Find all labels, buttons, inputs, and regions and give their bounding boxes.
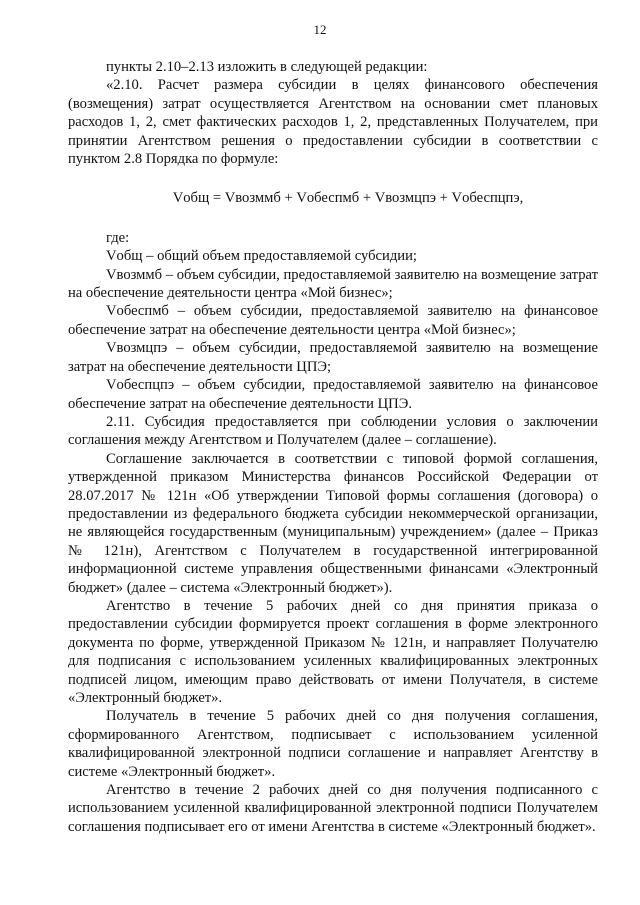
definition-v-vozm-cpe: Vвозмцпэ – объем субсидии, предоставляемой заявителю на возмещение затрат на обеспечение деятельности ЦПЭ; — [68, 340, 598, 375]
subsidy-formula: Vобщ = Vвозммб + Vобеспмб + Vвозмцпэ + Vобеспцпэ, — [172, 190, 524, 207]
agency-5-days-paragraph: Агентство в течение 5 рабочих дней со дня принятия приказа о предоставлении субсидии формируется проект соглашения в форме электронного документа по форме, утвержденной Приказом № 121н, и направляет Получателю для подписания с использованием усиленных квалифицированных электронных подписей лицом, имеющим право действовать от имени Получателя, в системе «Электронный бюджет». — [68, 597, 598, 706]
agency-2-days-paragraph: Агентство в течение 2 рабочих дней со дня получения подписанного с использованием усиленной квалифицированной электронной подписи Получателем соглашения подписывает его от имени Агентства в системе «Электронный бюджет». — [68, 782, 598, 835]
intro-paragraph: пункты 2.10–2.13 изложить в следующей редакции: — [106, 59, 428, 75]
where-label: где: — [106, 229, 130, 246]
definition-v-total: Vобщ – общий объем предоставляемой субсидии; — [106, 248, 417, 265]
clause-2-11-paragraph: 2.11. Субсидия предоставляется при соблюдении условия о заключении соглашения между Агентством и Получателем (далее – соглашение). — [68, 413, 598, 449]
clause-2-10-paragraph: «2.10. Расчет размера субсидии в целях финансового обеспечения (возмещения) затрат осуществляется Агентством на основании смет плановых расходов 1, 2, смет фактических расходов 1, 2, представленных Получателем, при принятии Агентством решения о предоставлении субсидии в соответствии с пунктом 2.8 Порядка по формуле: — [68, 77, 598, 168]
recipient-5-days-paragraph: Получатель в течение 5 рабочих дней со дня получения соглашения, сформированного Агентством, подписывает с использованием усиленной квалифицированной электронной подписи соглашение и направляет Агентству в системе «Электронный бюджет». — [68, 708, 598, 780]
definition-v-vozm-mb: Vвозммб – объем субсидии, предоставляемой заявителю на возмещение затрат на обеспечение деятельности центра «Мой бизнес»; — [68, 266, 598, 302]
document-body — [68, 58, 598, 836]
page-number: 12 — [313, 22, 327, 37]
definition-v-obesp-cpe: Vобеспцпэ – объем субсидии, предоставляемой заявителю на финансовое обеспечение затрат на обеспечение деятельности ЦПЭ. — [68, 377, 598, 412]
definition-v-obesp-mb: Vобеспмб – объем субсидии, предоставляемой заявителю на финансовое обеспечение затрат на обеспечение деятельности центра «Мой бизнес»; — [68, 303, 598, 338]
agreement-paragraph: Соглашение заключается в соответствии с типовой формой соглашения, утвержденной приказом Министерства финансов Российской Федерации от 28.07.2017 № 121н «Об утверждении Типовой формы соглашения (договора) о предоставлении из федерального бюджета субсидии некоммерческой организации, не являющейся государственным (муниципальным) учреждением» (далее – Приказ № 121н), Агентством с Получателем в государственной интегрированной информационной системе управления общественными финансами «Электронный бюджет» (далее – система «Электронный бюджет»). — [68, 450, 598, 596]
